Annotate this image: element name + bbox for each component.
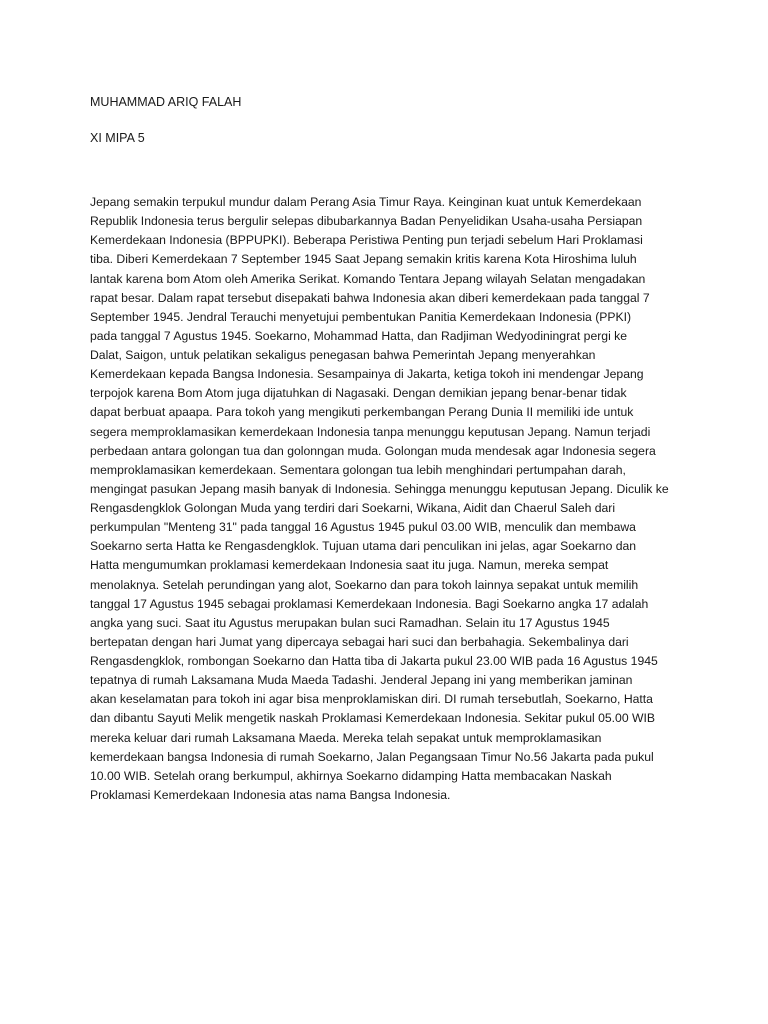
paragraph-line: Republik Indonesia terus bergulir selepas dibubarkannya Badan Penyelidikan Usaha-usaha Persiapan — [90, 214, 643, 229]
paragraph-line: lantak karena bom Atom oleh Amerika Serikat. Komando Tentara Jepang wilayah Selatan mengadakan — [90, 271, 646, 286]
paragraph-line: September 1945. Jendral Terauchi menyetujui pembentukan Panitia Kemerdekaan Indonesia (PPKI) — [90, 309, 632, 324]
body-paragraph — [90, 193, 690, 805]
paragraph-line: kemerdekaan bangsa Indonesia di rumah Soekarno, Jalan Pegangsaan Timur No.56 Jakarta pada pukul — [90, 749, 654, 764]
author-name: MUHAMMAD ARIQ FALAH — [90, 95, 242, 109]
paragraph-line: Rengasdengklok, rombongan Soekarno dan Hatta tiba di Jakarta pukul 23.00 WIB pada 16 Agustus 1945 — [90, 654, 658, 668]
paragraph-line: rapat besar. Dalam rapat tersebut disepakati bahwa Indonesia akan diberi kemerdekaan pada tanggal 7 — [90, 290, 650, 305]
paragraph-line: Soekarno serta Hatta ke Rengasdengklok. Tujuan utama dari penculikan ini jelas, agar Soekarno dan — [90, 539, 637, 554]
paragraph-line: angka yang suci. Saat itu Agustus merupakan bulan suci Ramadhan. Selain itu 17 Agustus 1945 — [90, 615, 610, 630]
paragraph-line: mereka keluar dari rumah Laksamana Maeda. Mereka telah sepakat untuk memproklamasikan — [90, 730, 602, 745]
paragraph-line: Rengasdengklok Golongan Muda yang terdiri dari Soekarni, Wikana, Aidit dan Chaerul Saleh dari — [90, 501, 616, 515]
paragraph-line: tanggal 17 Agustus 1945 sebagai proklamasi Kemerdekaan Indonesia. Bagi Soekarno angka 17 adalah — [90, 596, 649, 611]
paragraph-line: perbedaan antara golongan tua dan golonngan muda. Golongan muda mendesak agar Indonesia segera — [90, 443, 656, 458]
paragraph-line: terpojok karena Bom Atom juga dijatuhkan di Nagasaki. Dengan demikian jepang benar-benar tidak — [90, 386, 627, 401]
paragraph-line: tiba. Diberi Kemerdekaan 7 September 1945 Saat Jepang semakin kritis karena Kota Hiroshima luluh — [90, 252, 637, 267]
paragraph-line: pada tanggal 7 Agustus 1945. Soekarno, Mohammad Hatta, dan Radjiman Wedyodiningrat pergi ke — [90, 328, 628, 343]
class-label: XI MIPA 5 — [90, 131, 145, 145]
paragraph-line: dan dibantu Sayuti Melik mengetik naskah Proklamasi Kemerdekaan Indonesia. Sekitar pukul 05.00 WIB — [90, 711, 655, 726]
paragraph-line: menolaknya. Setelah perundingan yang alot, Soekarno dan para tokoh lainnya sepakat untuk memilih — [90, 577, 639, 592]
paragraph-line: perkumpulan "Menteng 31" pada tanggal 16 Agustus 1945 pukul 03.00 WIB, menculik dan membawa — [90, 520, 636, 535]
paragraph-line: tepatnya di rumah Laksamana Muda Maeda Tadashi. Jenderal Jepang ini yang memberikan jaminan — [90, 673, 633, 688]
paragraph-line: Jepang semakin terpukul mundur dalam Perang Asia Timur Raya. Keinginan kuat untuk Kemerdekaan — [90, 195, 642, 209]
paragraph-line: bertepatan dengan hari Jumat yang dipercaya sebagai hari suci dan berbahagia. Sekembalinya dari — [90, 634, 629, 649]
paragraph-line: Dalat, Saigon, untuk pelatikan sekaligus penegasan bahwa Pemerintah Jepang menyerahkan — [90, 348, 596, 362]
paragraph-line: dapat berbuat apaapa. Para tokoh yang mengikuti perkembangan Perang Dunia II memiliki ide untuk — [90, 405, 634, 420]
paragraph-line: Kemerdekaan kepada Bangsa Indonesia. Sesampainya di Jakarta, ketiga tokoh ini mendengar Jepang — [90, 367, 644, 382]
paragraph-line: akan keselamatan para tokoh ini agar bisa menproklamiskan diri. DI rumah tersebutlah, Soekarno, Hatta — [90, 692, 653, 707]
paragraph-line: 10.00 WIB. Setelah orang berkumpul, akhirnya Soekarno didamping Hatta membacakan Naskah — [90, 768, 612, 783]
paragraph-line: Hatta mengumumkan proklamasi kemerdekaan Indonesia saat itu juga. Namun, mereka sempat — [90, 558, 609, 573]
paragraph-line: segera memproklamasikan kemerdekaan Indonesia tanpa menunggu keputusan Jepang. Namun terjadi — [90, 424, 651, 439]
paragraph-line: Proklamasi Kemerdekaan Indonesia atas nama Bangsa Indonesia. — [90, 787, 451, 802]
paragraph-line: Kemerdekaan Indonesia (BPPUPKI). Beberapa Peristiwa Penting pun terjadi sebelum Hari Proklamasi — [90, 233, 643, 248]
paragraph-line: memproklamasikan kemerdekaan. Sementara golongan tua lebih menghindari pertumpahan darah, — [90, 462, 626, 477]
paragraph-line: mengingat pasukan Jepang masih banyak di Indonesia. Sehingga menunggu keputusan Jepang. Diculik ke — [90, 481, 669, 496]
